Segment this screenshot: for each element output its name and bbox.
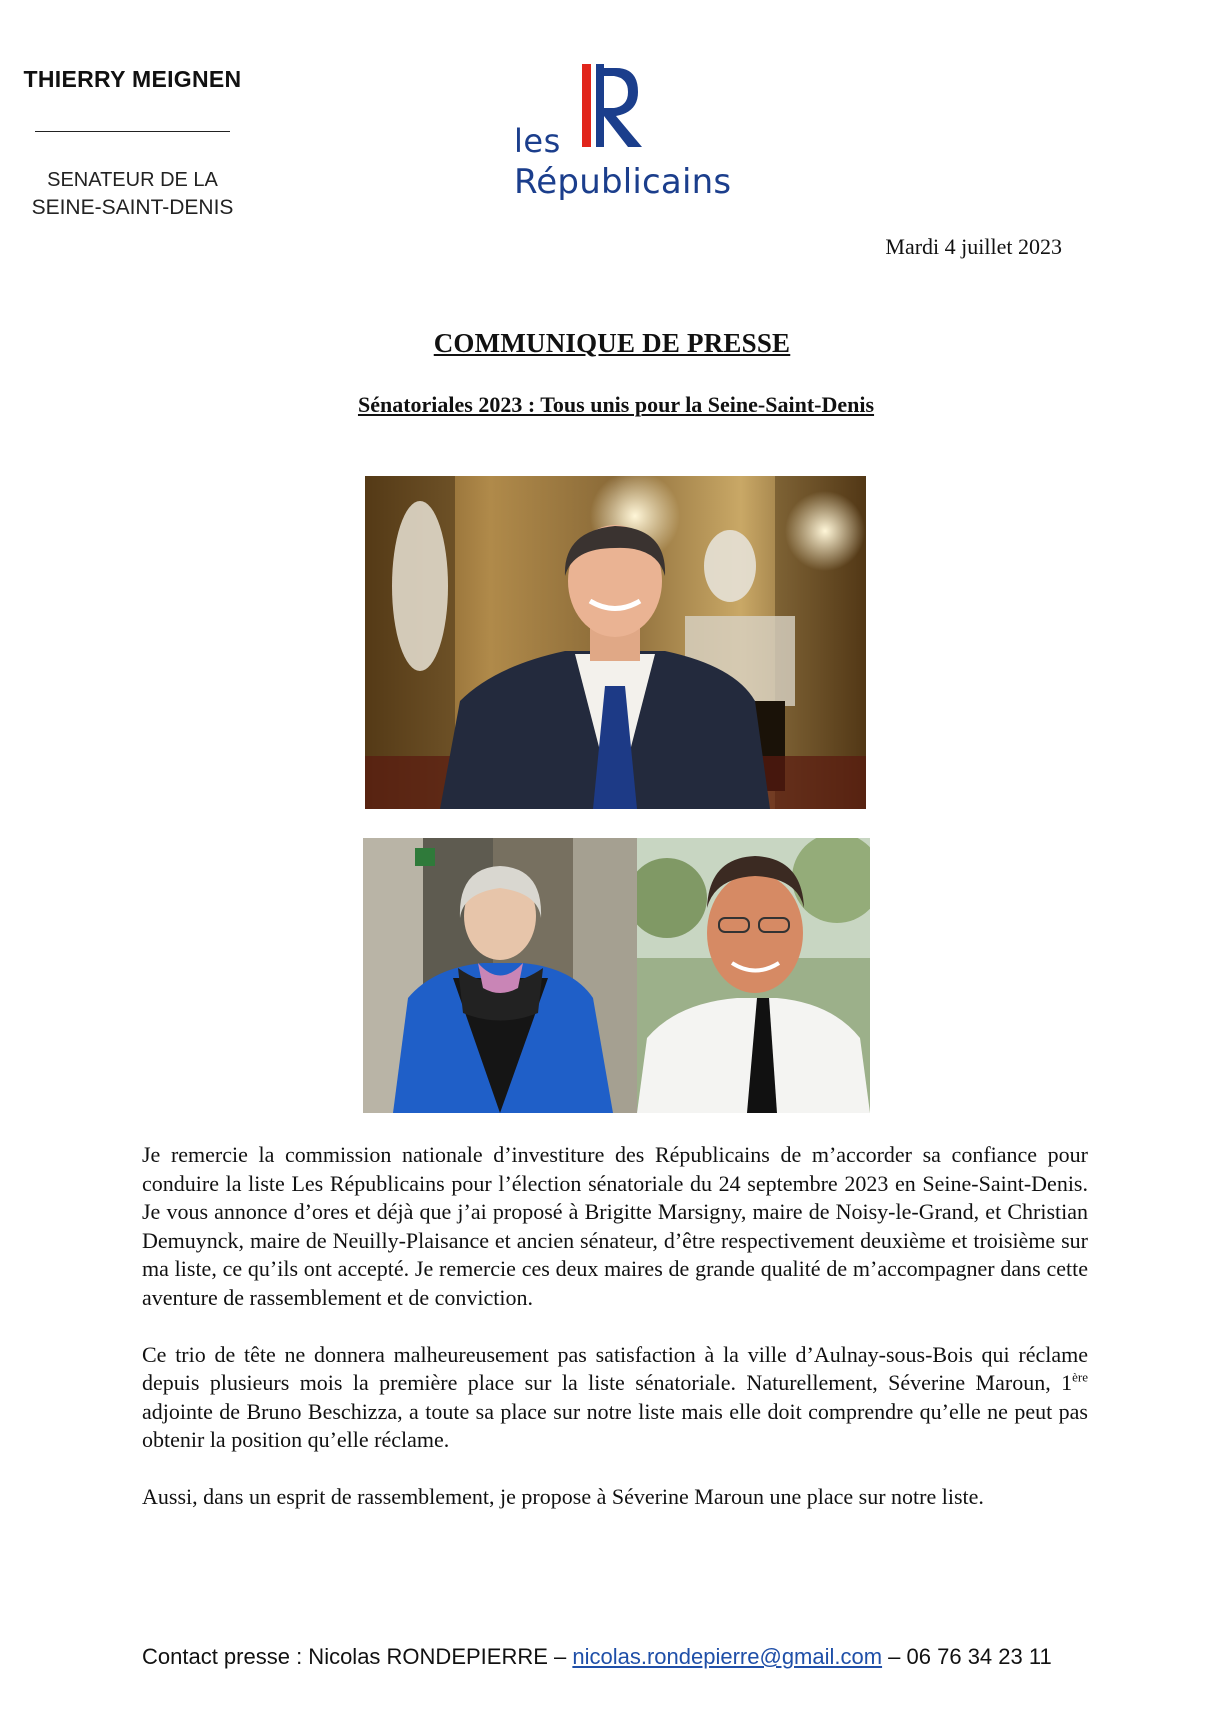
logo-line1: les bbox=[514, 122, 561, 160]
contact-prefix: Contact presse : Nicolas RONDEPIERRE – bbox=[142, 1644, 573, 1669]
author-role-line1: SENATEUR DE LA bbox=[47, 169, 218, 191]
body-text bbox=[142, 1141, 1088, 1540]
logo-bar-red bbox=[582, 64, 591, 147]
logo-line2: Républicains bbox=[514, 162, 732, 202]
press-release-date: Mardi 4 juillet 2023 bbox=[885, 234, 1062, 259]
author-role bbox=[20, 166, 245, 222]
logo-bar-blue bbox=[596, 64, 604, 147]
author-divider bbox=[35, 131, 230, 132]
photo-christian-demuynck bbox=[637, 838, 870, 1113]
contact-phone: – 06 76 34 23 11 bbox=[882, 1644, 1052, 1669]
author-name: THIERRY MEIGNEN bbox=[23, 66, 242, 92]
photo-thierry-meignen bbox=[365, 476, 866, 809]
document-subtitle: Sénatoriales 2023 : Tous unis pour la Seine-Saint-Denis bbox=[357, 392, 875, 417]
les-republicains-logo bbox=[512, 62, 732, 212]
paragraph-2-part-a: Ce trio de tête ne donnera malheureusement pas satisfaction à la ville d’Aulnay-sous-Bois qui réclame depuis plusieurs mois la première place sur la liste sénatoriale. Naturellement, Séverine Maroun, 1 bbox=[142, 1341, 1088, 1396]
paragraph-1: Je remercie la commission nationale d’investiture des Républicains de m’accorder sa confiance pour conduire la liste Les Républicains pour l’élection sénatoriale du 24 septembre 2023 en Seine-Saint-Denis. Je vous annonce d’ores et déjà que j’ai proposé à Brigitte Marsigny, maire de Noisy-le-Grand, et Christian Demuynck, maire de Neuilly-Plaisance et ancien sénateur, d’être respectivement deuxième et troisième sur ma liste, ce qu’ils ont accepté. Je remercie ces deux maires de grande qualité de m’accompagner dans cette aventure de rassemblement et de conviction. bbox=[142, 1142, 1088, 1310]
author-block bbox=[20, 66, 245, 222]
contact-email-link[interactable]: nicolas.rondepierre@gmail.com bbox=[572, 1644, 883, 1669]
author-role-line2: SEINE-SAINT-DENIS bbox=[31, 196, 234, 219]
paragraph-2-superscript: ère bbox=[1072, 1369, 1088, 1385]
paragraph-3: Aussi, dans un esprit de rassemblement, je propose à Séverine Maroun une place sur notre liste. bbox=[142, 1483, 984, 1509]
photo-brigitte-marsigny bbox=[363, 838, 637, 1113]
paragraph-2 bbox=[142, 1341, 1088, 1455]
document-title: COMMUNIQUE DE PRESSE bbox=[433, 328, 791, 358]
paragraph-2-part-b: adjointe de Bruno Beschizza, a toute sa place sur notre liste mais elle doit comprendre qu’elle ne peut pas obtenir la position qu’elle réclame. bbox=[142, 1398, 1088, 1453]
press-contact bbox=[142, 1644, 1122, 1670]
